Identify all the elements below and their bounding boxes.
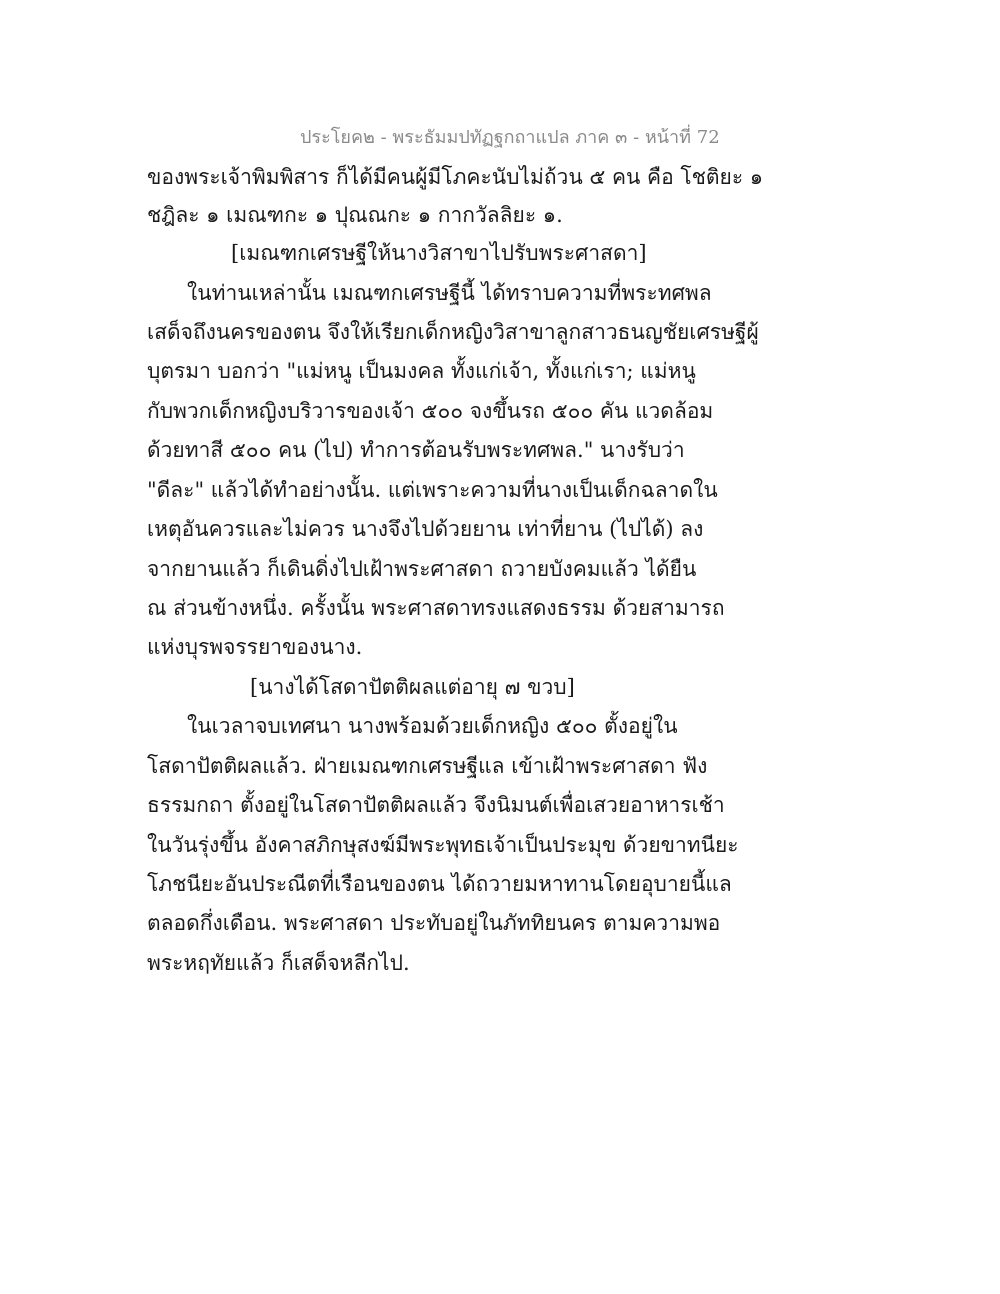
text-line-2: ชฎิละ ๑ เมณฑกะ ๑ ปุณณกะ ๑ กากวัลลิยะ ๑. [147, 203, 563, 227]
text-line-17: โภชนียะอันประณีตที่เรือนของตน ได้ถวายมหาทานโดยอุบายนี้แล [147, 872, 732, 896]
text-line-12: แห่งบุรพจรรยาของนาง. [147, 635, 363, 659]
text-line-16: ในวันรุ่งขึ้น อังคาสภิกษุสงฆ์มีพระพุทธเจ้าเป็นประมุข ด้วยขาทนียะ [147, 833, 739, 857]
text-line-8: "ดีละ" แล้วได้ทำอย่างนั้น. แต่เพราะความที่นางเป็นเด็กฉลาดใน [147, 478, 718, 502]
text-line-9: เหตุอันควรและไม่ควร นางจึงไปด้วยยาน เท่าที่ยาน (ไปได้) ลง [147, 517, 704, 541]
text-line-4: เสด็จถึงนครของตน จึงให้เรียกเด็กหญิงวิสาขาลูกสาวธนญชัยเศรษฐีผู้ [147, 320, 759, 344]
text-line-7: ด้วยทาสี ๕๐๐ คน (ไป) ทำการต้อนรับพระทศพล." นางรับว่า [147, 438, 685, 462]
text-line-19: พระหฤทัยแล้ว ก็เสด็จหลีกไป. [147, 951, 410, 975]
section-heading-2: [นางได้โสดาปัตติผลแต่อายุ ๗ ขวบ] [250, 675, 575, 699]
text-line-14: โสดาปัตติผลแล้ว. ฝ่ายเมณฑกเศรษฐีแล เข้าเฝ้าพระศาสดา ฟัง [147, 754, 708, 778]
text-line-3: ในท่านเหล่านั้น เมณฑกเศรษฐีนี้ ได้ทราบความที่พระทศพล [187, 281, 712, 305]
text-line-6: กับพวกเด็กหญิงบริวารของเจ้า ๕๐๐ จงขึ้นรถ ๕๐๐ คัน แวดล้อม [147, 399, 714, 423]
text-line-15: ธรรมกถา ตั้งอยู่ในโสดาปัตติผลแล้ว จึงนิมนต์เพื่อเสวยอาหารเช้า [147, 793, 725, 817]
text-line-13: ในเวลาจบเทศนา นางพร้อมด้วยเด็กหญิง ๕๐๐ ตั้งอยู่ใน [187, 714, 678, 738]
text-line-18: ตลอดกึ่งเดือน. พระศาสดา ประทับอยู่ในภัททิยนคร ตามความพอ [147, 911, 721, 935]
text-line-10: จากยานแล้ว ก็เดินดิ่งไปเฝ้าพระศาสดา ถวายบังคมแล้ว ได้ยืน [147, 557, 697, 581]
text-line-1: ของพระเจ้าพิมพิสาร ก็ได้มีคนผู้มีโภคะนับไม่ถ้วน ๕ คน คือ โชติยะ ๑ [147, 165, 764, 189]
text-line-5: บุตรมา บอกว่า "แม่หนู เป็นมงคล ทั้งแก่เจ้า, ทั้งแก่เรา; แม่หนู [147, 359, 696, 383]
section-heading-1: [เมณฑกเศรษฐีให้นางวิสาขาไปรับพระศาสดา] [231, 241, 647, 265]
text-line-11: ณ ส่วนข้างหนึ่ง. ครั้งนั้น พระศาสดาทรงแสดงธรรม ด้วยสามารถ [147, 596, 725, 620]
running-header: ประโยค๒ - พระธัมมปทัฏฐกถาแปล ภาค ๓ - หน้าที่ 72 [300, 127, 720, 148]
